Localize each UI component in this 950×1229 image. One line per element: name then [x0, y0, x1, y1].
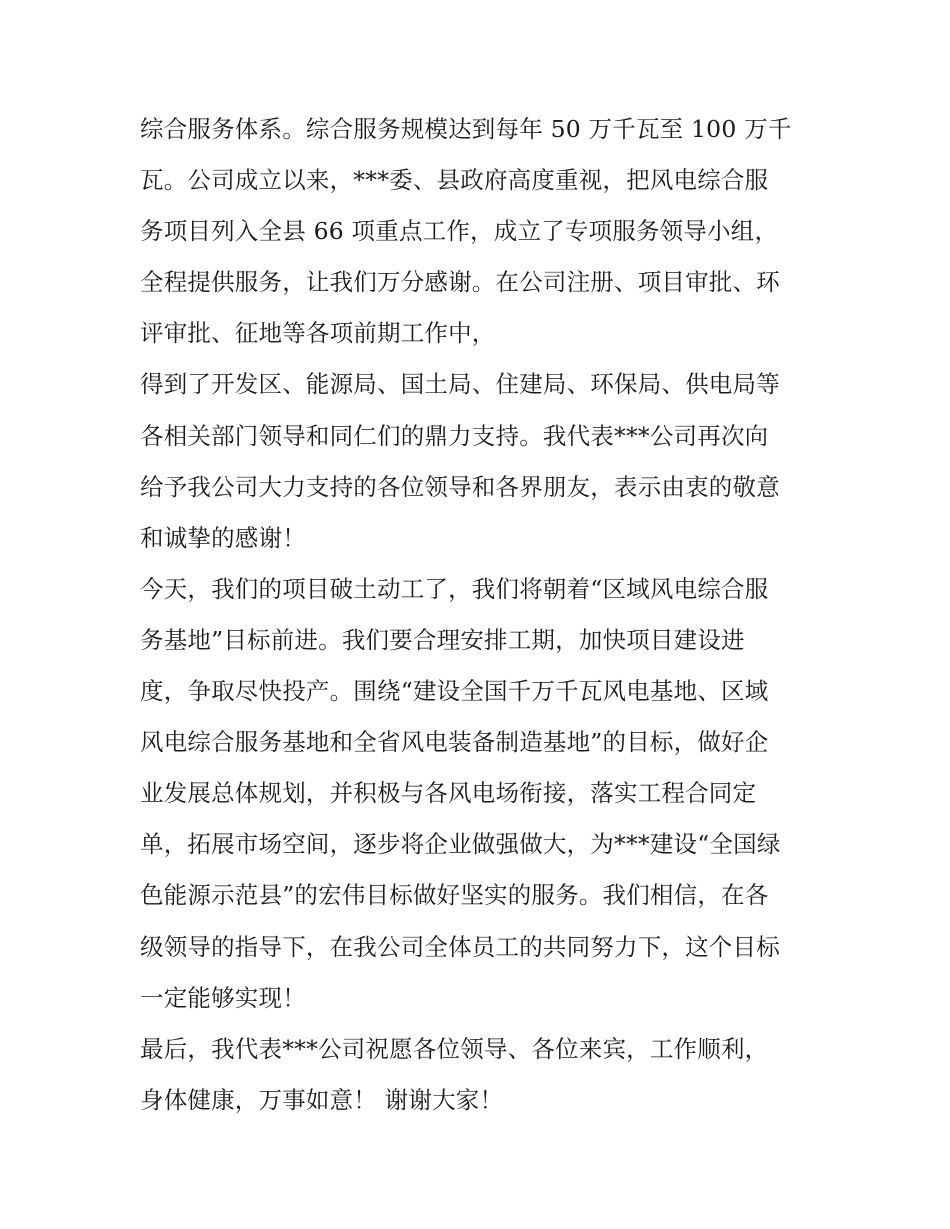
- text-line: 综合服务体系。综合服务规模达到每年 50 万千瓦至 100 万千: [140, 115, 792, 143]
- text-line: 一定能够实现！: [140, 983, 306, 1012]
- text-line: 各相关部门领导和同仁们的鼎力支持。我代表***公司再次向: [140, 421, 769, 450]
- text-line: 全程提供服务，让我们万分感谢。在公司注册、项目审批、环: [140, 268, 780, 297]
- text-line: 色能源示范县”的宏伟目标做好坚实的服务。我们相信，在各: [140, 881, 769, 910]
- text-line: 单，拓展市场空间，逐步将企业做强做大，为***建设“全国绿: [140, 830, 781, 859]
- text-line: 最后，我代表***公司祝愿各位领导、各位来宾，工作顺利，: [140, 1034, 769, 1063]
- text-line: 给予我公司大力支持的各位领导和各界朋友，表示由衷的敬意: [140, 472, 780, 501]
- text-line: 务基地”目标前进。我们要合理安排工期，加快项目建设进: [140, 625, 745, 654]
- text-line: 级领导的指导下，在我公司全体员工的共同努力下，这个目标: [140, 932, 780, 961]
- text-line: 和诚挚的感谢！: [140, 523, 306, 552]
- text-line: 得到了开发区、能源局、国土局、住建局、环保局、供电局等: [140, 370, 780, 399]
- text-line: 风电综合服务基地和全省风电装备制造基地”的目标，做好企: [140, 728, 769, 757]
- text-line: 身体健康，万事如意！ 谢谢大家！: [140, 1085, 504, 1114]
- body-text: [140, 104, 830, 1126]
- text-line: 业发展总体规划，并积极与各风电场衔接，落实工程合同定: [140, 779, 757, 808]
- text-line: 今天，我们的项目破土动工了，我们将朝着“区域风电综合服: [140, 574, 769, 603]
- text-line: 评审批、征地等各项前期工作中，: [140, 319, 496, 348]
- text-line: 度，争取尽快投产。围绕“建设全国千万千瓦风电基地、区域: [140, 677, 769, 706]
- text-line: 务项目列入全县 66 项重点工作，成立了专项服务领导小组，: [140, 217, 779, 246]
- text-line: 瓦。公司成立以来，***委、县政府高度重视，把风电综合服: [140, 166, 769, 195]
